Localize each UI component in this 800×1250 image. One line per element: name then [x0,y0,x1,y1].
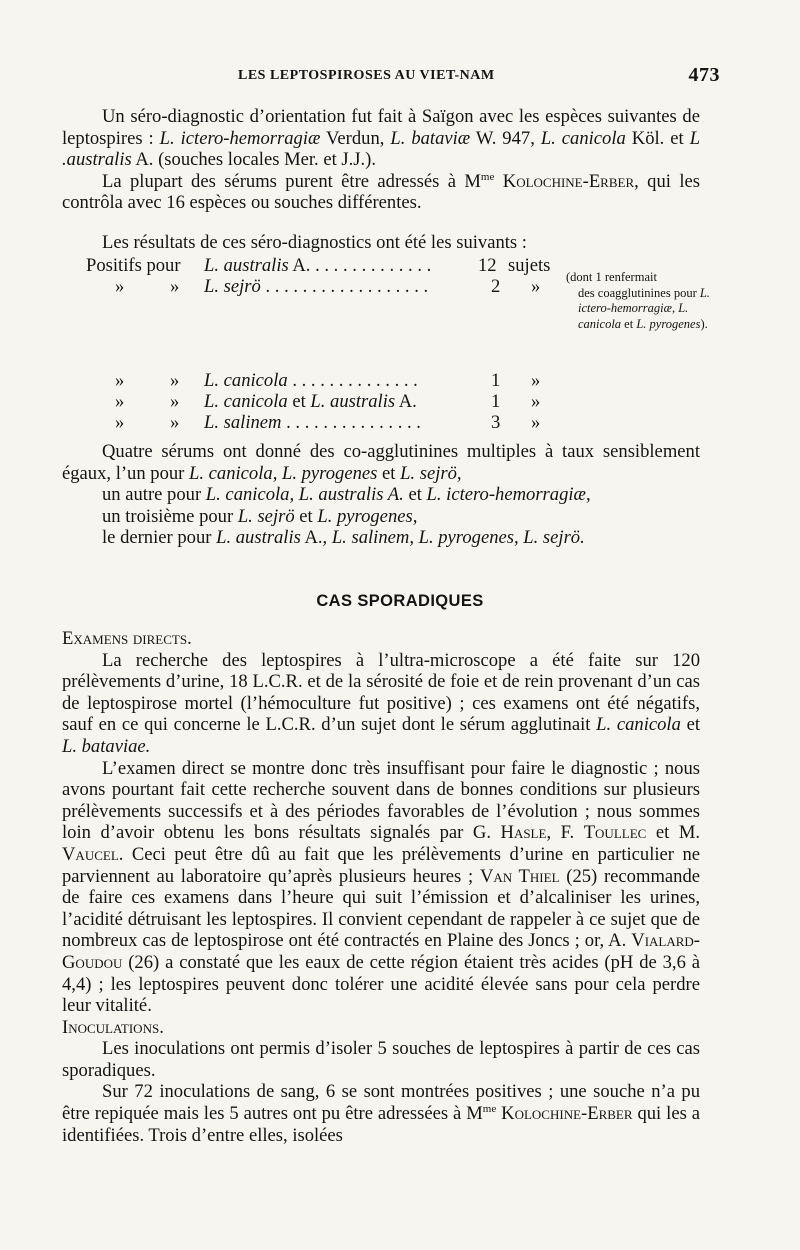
subheading-examens: Examens directs. [62,628,192,649]
species-name: L. australis [216,527,301,549]
note-text: , [671,301,679,315]
results-intro-text: Les résultats de ces séro-diagnostics ont été les suivants : [102,232,527,253]
superscript: me [480,170,495,183]
section-heading: CAS SPORADIQUES [316,592,484,610]
text: Köl. et [625,127,690,149]
species-name: L. salinem, L. pyrogenes, L. sejrö. [331,527,585,549]
text: (25) recommande de faire ces examens dans l’heure qui suit l’émission et d’alcaliniser les urines, l’acidité détruisant les leptospires. Il convient cependant de rappeler à ce sujet que de nombreux cas de leptospirose ont été contractés en Plaine des Joncs ; or, A. [62,865,701,952]
row-count: 1 [491,391,501,412]
row-lead: » [115,370,125,391]
species-name: L. canicola [540,127,626,149]
author-name: Hasle [500,822,547,844]
species-name: L. sejrö, [400,462,462,484]
running-title: LES LEPTOSPIROSES AU VIET-NAM [238,68,495,83]
intro-paragraphs [62,106,700,214]
text: qui les a identifiées. Trois d’entre elles, isolées [62,1103,700,1146]
paragraph-line-1 [62,441,700,484]
leader-dots: . . . . . . . . . . . . . . . [281,412,421,433]
note-text: (dont 1 renfermait [566,270,657,284]
row-ditto: » [170,391,180,412]
row-unit: » [531,276,541,297]
footnote-coagglutinines [566,270,710,332]
paragraph-line-2 [62,484,700,506]
text: un troisième pour [102,505,238,527]
species-name: L. canicola [204,391,288,412]
paragraph-inoculations: Les inoculations ont permis d’isoler 5 souches de leptospires à partir de ces cas sporadiques. [62,1038,700,1081]
text: et [377,462,401,484]
page-number: 473 [688,64,720,86]
species-name: L. canicola [578,301,689,331]
row-lead: » [115,276,125,297]
author-name: Toullec [583,822,647,844]
text: et [294,505,318,527]
paragraph-serodiagnostic [62,106,700,171]
row-count: 2 [491,276,501,297]
paragraph-serums [62,171,700,214]
row-count: 3 [491,412,501,433]
text: Verdun, [320,127,391,149]
row-lead: Positifs pour [86,255,181,276]
result-row [115,412,541,434]
species-name: L .australis [62,127,701,171]
author-name: Kolochine-Erber [502,170,635,192]
note-body [566,286,710,333]
result-row [86,255,551,277]
text: et M. [646,822,700,844]
result-row [115,276,541,298]
species-name: L. pyrogenes [636,316,701,331]
paragraph-examen-direct [62,758,700,1017]
text: (26) a constaté que les eaux de cette région étaient très acides (pH de 3,6 à 4,4) ; les leptospires peuvent donc tolérer une acidité élevée sans pour cela perdre leur vitalité. [62,951,700,1017]
text: La plupart des sérums purent être adressés à M [102,170,481,192]
species-name: L. ictero-hemorragiæ [578,285,710,315]
paragraph-blood-inoculations [62,1081,700,1146]
result-row [115,370,541,392]
subheading-inoculations: Inoculations. [62,1016,164,1038]
paragraph-line-3 [62,506,700,528]
row-lead: » [115,391,125,412]
text: et [680,714,700,736]
species-name: L. canicola [204,370,288,391]
note-text: ). [700,316,708,331]
coagglutinines-paragraph [62,441,700,549]
note-text: et [621,316,637,331]
leader-dots: . . . . . . . . . . . . . . . . . . [260,276,429,297]
paragraph-ultramicroscope [62,650,700,758]
result-row [115,391,541,413]
row-count: 12 [478,255,497,276]
paragraph-line-4 [62,527,700,549]
species-name: L. salinem [204,412,282,433]
species-name: L. ictero-hemorragiæ, [426,484,591,506]
row-ditto: » [170,276,180,297]
leader-dots: A. . . . . . . . . . . . . . [288,255,432,276]
text: , F. [546,822,584,844]
text: L’examen direct se montre donc très insuffisant pour faire le diagnostic ; nous avons pourtant fait cette recherche souvent dans de bonnes conditions sur plusieurs prélèvements successifs et à des périodes favorables de l’évolution ; nous sommes loin d’avoir obtenu les bons résultats signalés par G. [62,757,700,844]
species-name: L. australis [204,255,289,276]
row-unit: » [531,412,541,433]
species-name: L. canicola, L. australis A. [205,484,404,506]
row-unit: » [531,370,541,391]
text: et [287,391,311,412]
species-name: L. pyrogenes, [317,505,418,527]
note-text: des coagglutinines pour [578,285,700,300]
row-unit: sujets [508,255,551,276]
row-count: 1 [491,370,501,391]
text: et [403,484,427,506]
species-name: L. canicola [596,714,681,736]
text: le dernier pour [102,527,217,549]
text: W. 947, [470,127,541,149]
species-name: L. ictero-hemorragiæ [159,127,321,149]
text: . Ceci peut être dû au fait que les prélèvements d’urine en particulier ne parviennent au laboratoire qu’après plusieurs heures ; [62,843,700,887]
species-name: L. sejrö [204,276,261,297]
superscript: me [482,1102,497,1115]
results-intro [62,232,700,254]
text: A., [300,527,332,549]
text: Un séro-diagnostic d’orientation fut fait à Saïgon avec les espèces suivantes de leptospires : [62,106,700,149]
author-name: Vialard-Goudou [62,930,700,973]
row-ditto: » [170,370,180,391]
row-ditto: » [170,412,180,433]
row-lead: » [115,412,125,433]
species-name: L. bataviæ [390,127,471,149]
text: La recherche des leptospires à l’ultra-microscope a été faite sur 120 prélèvements d’urine, 18 L.C.R. et de la sérosité de foie et de rein provenant d’un cas de leptospirose mortel (l’hémoculture fut positive) ; ces examens ont été négatifs, sauf en ce qui concerne le L.C.R. d’un sujet dont le sérum agglutinait [62,649,700,736]
species-name: L. sejrö [237,505,295,527]
species-name: L. australis [310,391,396,412]
text: Sur 72 inoculations de sang, 6 se sont montrées positives ; une souche n’a pu être repiquée mais les 5 autres ont pu être adressées à M [62,1081,700,1125]
text: Quatre sérums ont donné des co-agglutinines multiples à taux sensiblement égaux, l’un pour [62,441,700,484]
text: A. (souches locales Mer. et J.J.). [131,149,377,171]
row-unit: » [531,391,541,412]
author-name: Kolochine-Erber [501,1103,633,1125]
author-name: Vaucel [62,843,119,865]
text: A. [395,391,417,412]
author-name: Van Thiel [479,865,560,887]
leader-dots: . . . . . . . . . . . . . . [287,370,418,391]
text: , qui les contrôla avec 16 espèces ou souches différentes. [62,170,700,214]
species-name: L. canicola, L. pyrogenes [189,462,378,484]
sporadic-cases-body [62,628,700,1146]
species-name: L. bataviae. [62,735,151,757]
text: un autre pour [102,484,206,506]
